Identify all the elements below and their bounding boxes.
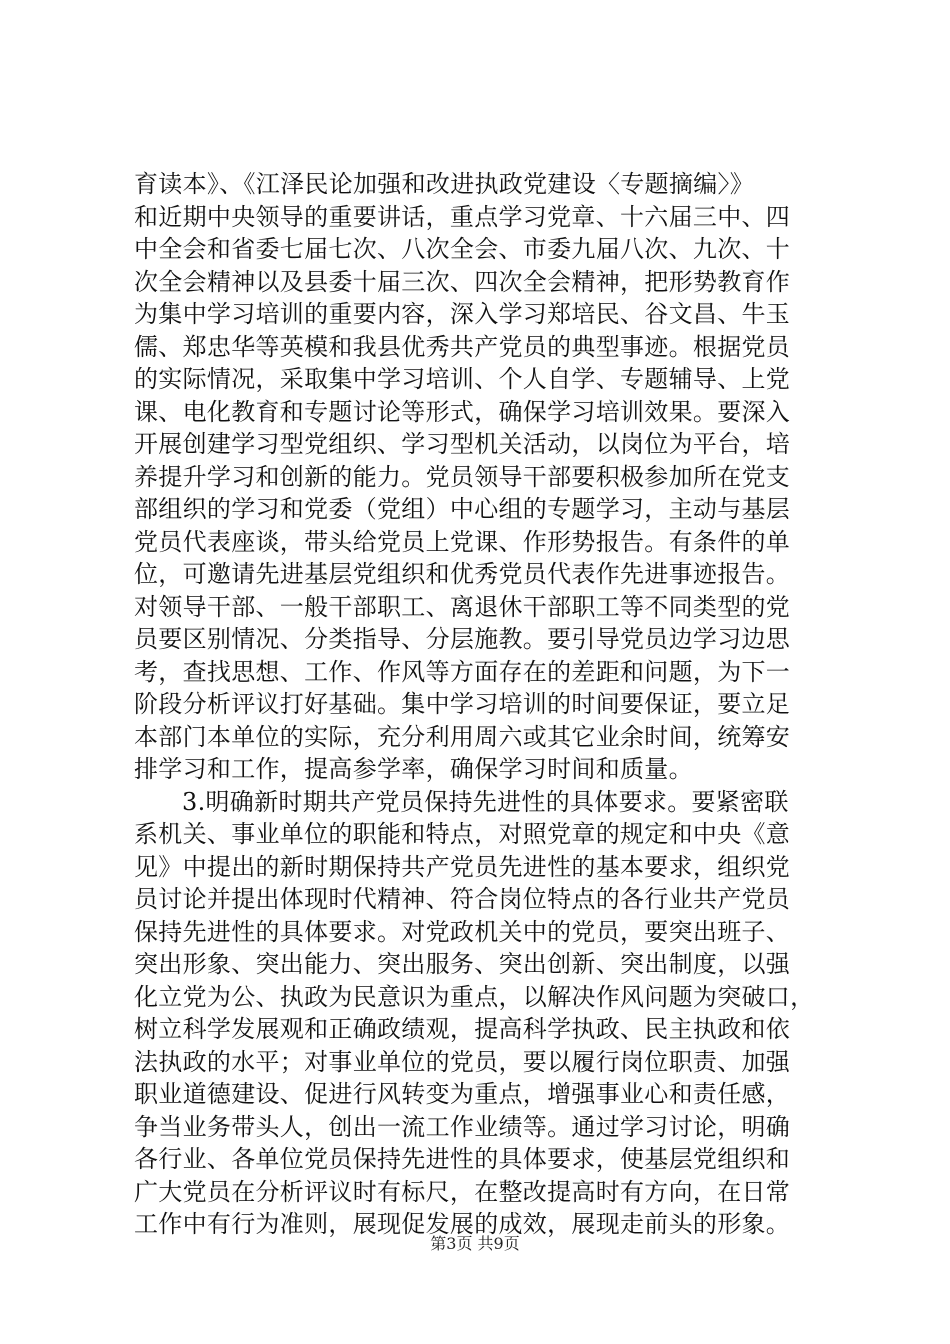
text-line: 系机关、事业单位的职能和特点，对照党章的规定和中央《意 xyxy=(134,820,791,848)
text-line: 突出形象、突出能力、突出服务、突出创新、突出制度，以强 xyxy=(134,950,791,978)
text-line: 位，可邀请先进基层党组织和优秀党员代表作先进事迹报告。 xyxy=(134,560,791,588)
text-line: 党员代表座谈，带头给党员上党课、作形势报告。有条件的单 xyxy=(134,527,791,556)
text-line: 考，查找思想、工作、作风等方面存在的差距和问题，为下一 xyxy=(134,657,791,686)
text-line: 养提升学习和创新的能力。党员领导干部要积极参加所在党支 xyxy=(134,462,791,491)
text-line: 各行业、各单位党员保持先进性的具体要求，使基层党组织和 xyxy=(134,1145,791,1173)
text-line: 争当业务带头人，创出一流工作业绩等。通过学习讨论，明确 xyxy=(134,1112,791,1141)
text-line: 部组织的学习和党委（党组）中心组的专题学习，主动与基层 xyxy=(134,495,791,523)
text-line: 法执政的水平；对事业单位的党员，要以履行岗位职责、加强 xyxy=(134,1047,791,1076)
page-number-footer: 第3页 共9页 xyxy=(430,1234,520,1253)
text-line: 保持先进性的具体要求。对党政机关中的党员，要突出班子、 xyxy=(134,917,791,946)
text-line: 化立党为公、执政为民意识为重点，以解决作风问题为突破口， xyxy=(134,982,815,1011)
text-line: 为集中学习培训的重要内容，深入学习郑培民、谷文昌、牛玉 xyxy=(134,300,791,328)
text-line: 阶段分析评议打好基础。集中学习培训的时间要保证，要立足 xyxy=(134,690,791,718)
text-line: 次全会精神以及县委十届三次、四次全会精神，把形势教育作 xyxy=(134,267,791,296)
text-line: 工作中有行为准则，展现促发展的成效，展现走前头的形象。 xyxy=(134,1210,791,1238)
text-line: 树立科学发展观和正确政绩观，提高科学执政、民主执政和依 xyxy=(134,1015,791,1043)
text-line: 广大党员在分析评议时有标尺，在整改提高时有方向，在日常 xyxy=(134,1177,791,1206)
text-line: 育读本》、《江泽民论加强和改进执政党建设〈专题摘编〉》 xyxy=(134,170,755,198)
text-line: 中全会和省委七届七次、八次全会、市委九届八次、九次、十 xyxy=(134,235,791,263)
text-line: 的实际情况，采取集中学习培训、个人自学、专题辅导、上党 xyxy=(134,365,791,393)
text-line: 员讨论并提出体现时代精神、符合岗位特点的各行业共产党员 xyxy=(134,885,791,913)
text-line: 本部门本单位的实际，充分利用周六或其它业余时间，统筹安 xyxy=(134,722,791,751)
text-line: 见》中提出的新时期保持共产党员先进性的基本要求，组织党 xyxy=(134,852,791,881)
text-line: 儒、郑忠华等英模和我县优秀共产党员的典型事迹。根据党员 xyxy=(134,332,791,361)
text-line: 和近期中央领导的重要讲话，重点学习党章、十六届三中、四 xyxy=(134,202,791,231)
text-line: 职业道德建设、促进行风转变为重点，增强事业心和责任感， xyxy=(134,1080,791,1108)
text-line: 对领导干部、一般干部职工、离退休干部职工等不同类型的党 xyxy=(134,592,791,621)
paragraph-start-line: 3.明确新时期共产党员保持先进性的具体要求。要紧密联 xyxy=(182,787,789,816)
text-line: 课、电化教育和专题讨论等形式，确保学习培训效果。要深入 xyxy=(134,397,791,426)
text-line: 员要区别情况、分类指导、分层施教。要引导党员边学习边思 xyxy=(134,625,791,653)
text-line: 开展创建学习型党组织、学习型机关活动，以岗位为平台，培 xyxy=(134,430,791,458)
document-body xyxy=(134,168,834,1241)
text-line: 排学习和工作，提高参学率，确保学习时间和质量。 xyxy=(134,755,693,783)
